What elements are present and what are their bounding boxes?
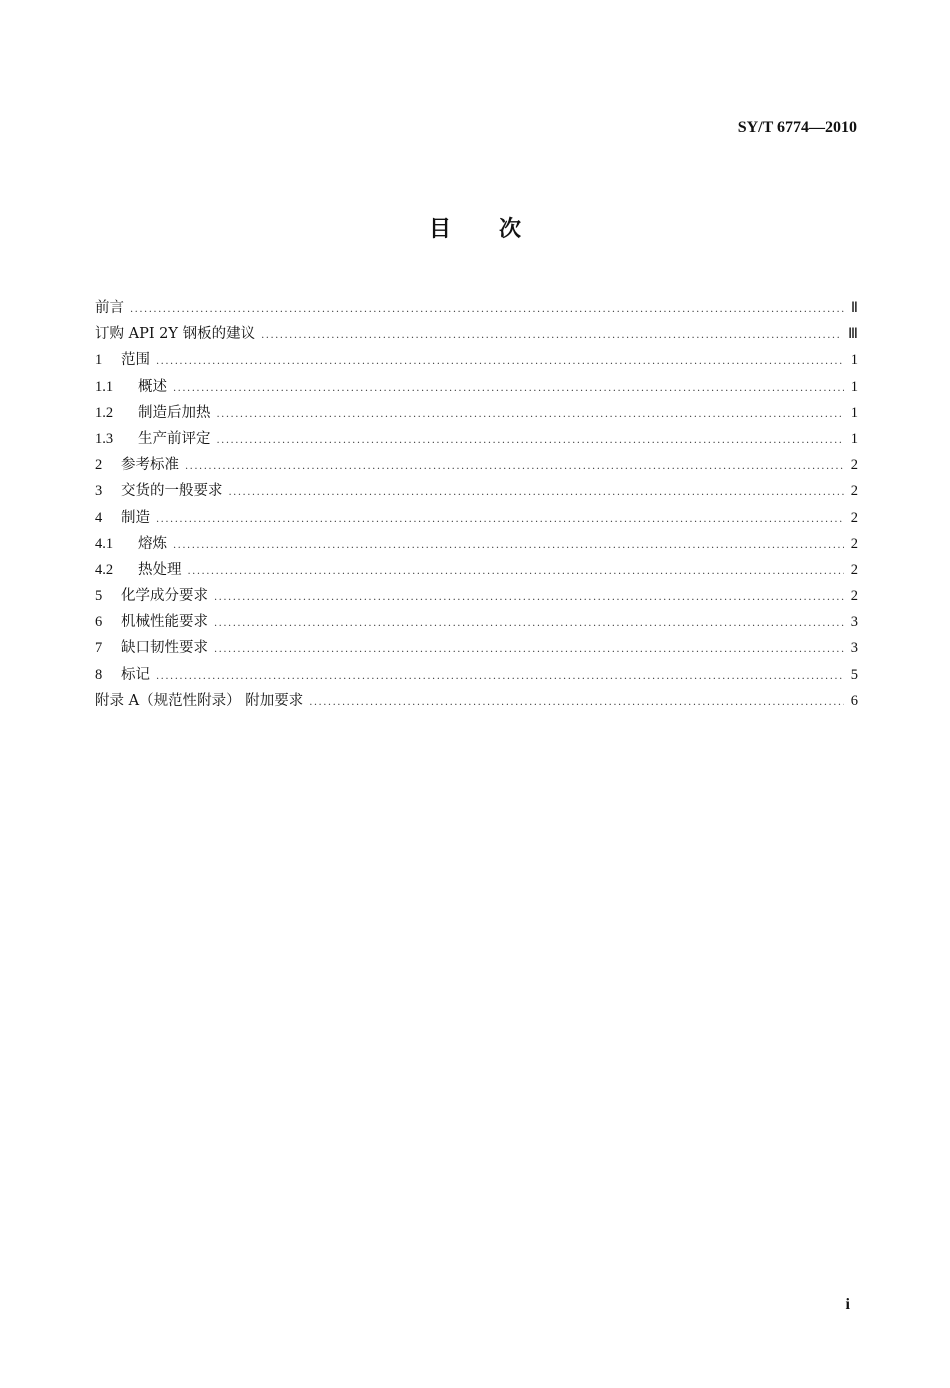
toc-entry-label: 机械性能要求 xyxy=(121,614,208,631)
toc-entry-number: 7 xyxy=(95,640,103,657)
toc-entry-page: 5 xyxy=(850,666,858,683)
toc-entry-page: 2 xyxy=(850,535,858,552)
dot-leader xyxy=(156,671,844,682)
dot-leader xyxy=(229,487,845,498)
toc-entry-page: 2 xyxy=(850,457,858,474)
toc-entry[interactable] xyxy=(95,532,858,558)
toc-entry-page: 1 xyxy=(850,352,858,369)
toc-entry-page: 1 xyxy=(850,430,858,447)
toc-entry-label: 熔炼 xyxy=(138,535,167,552)
toc-entry-number: 5 xyxy=(95,588,103,605)
page-title: 目次 xyxy=(428,217,569,242)
toc-entry[interactable] xyxy=(95,348,858,374)
dot-leader xyxy=(156,356,844,367)
toc-entry-page: 2 xyxy=(850,483,858,500)
toc-entry-page: 2 xyxy=(850,561,858,578)
toc-entry-page: 1 xyxy=(850,378,858,395)
toc-entry-number: 3 xyxy=(95,483,103,500)
table-of-contents xyxy=(95,296,858,715)
toc-entry-page: 3 xyxy=(850,614,858,631)
page-number: i xyxy=(845,1296,850,1313)
toc-entry[interactable] xyxy=(95,584,858,610)
toc-entry-number: 6 xyxy=(95,614,103,631)
toc-entry-page: 1 xyxy=(850,404,858,421)
toc-entry-number: 1.2 xyxy=(95,404,114,421)
dot-leader xyxy=(156,514,844,525)
toc-entry[interactable] xyxy=(95,610,858,636)
toc-entry-number: 1.3 xyxy=(95,430,114,447)
toc-entry[interactable] xyxy=(95,296,858,322)
toc-entry-page: 6 xyxy=(850,692,858,709)
toc-entry-label: 概述 xyxy=(138,378,167,395)
toc-entry[interactable] xyxy=(95,663,858,689)
dot-leader xyxy=(214,644,844,655)
toc-entry[interactable] xyxy=(95,479,858,505)
standard-number: SY/T 6774—2010 xyxy=(737,119,857,136)
toc-entry-page: Ⅲ xyxy=(848,326,858,343)
dot-leader xyxy=(214,592,844,603)
toc-entry-number: 1.1 xyxy=(95,378,114,395)
toc-entry[interactable] xyxy=(95,427,858,453)
dot-leader xyxy=(214,618,844,629)
toc-entry[interactable] xyxy=(95,636,858,662)
toc-entry-number: 4 xyxy=(95,509,103,526)
toc-entry[interactable] xyxy=(95,453,858,479)
toc-entry-label: 生产前评定 xyxy=(138,430,211,447)
toc-entry-label: 制造 xyxy=(121,509,150,526)
dot-leader xyxy=(261,330,842,341)
toc-entry[interactable] xyxy=(95,322,858,348)
toc-entry-number: 4.1 xyxy=(95,535,114,552)
toc-entry-label: 附录 A（规范性附录） 附加要求 xyxy=(95,692,304,709)
dot-leader xyxy=(217,435,845,446)
dot-leader xyxy=(130,304,844,315)
dot-leader xyxy=(309,697,844,708)
toc-entry-number: 2 xyxy=(95,457,103,474)
toc-entry-number: 1 xyxy=(95,352,103,369)
toc-entry-page: 2 xyxy=(850,509,858,526)
toc-entry[interactable] xyxy=(95,689,858,715)
toc-entry-label: 参考标准 xyxy=(121,457,179,474)
toc-entry[interactable] xyxy=(95,506,858,532)
toc-entry-label: 热处理 xyxy=(138,561,182,578)
toc-entry-label: 制造后加热 xyxy=(138,404,211,421)
toc-entry-label: 交货的一般要求 xyxy=(121,483,223,500)
dot-leader xyxy=(173,540,844,551)
toc-entry-label: 范围 xyxy=(121,352,150,369)
dot-leader xyxy=(173,383,844,394)
toc-entry-label: 化学成分要求 xyxy=(121,588,208,605)
toc-entry-label: 前言 xyxy=(95,300,124,316)
toc-entry-label: 缺口韧性要求 xyxy=(121,640,208,657)
toc-entry-label: 订购 API 2Y 钢板的建议 xyxy=(95,326,256,343)
dot-leader xyxy=(185,461,844,472)
toc-entry-page: 2 xyxy=(850,588,858,605)
toc-entry-number: 8 xyxy=(95,666,103,683)
dot-leader xyxy=(217,409,845,420)
toc-entry[interactable] xyxy=(95,401,858,427)
toc-entry[interactable] xyxy=(95,375,858,401)
toc-entry-page: 3 xyxy=(850,640,858,657)
toc-entry-number: 4.2 xyxy=(95,561,114,578)
dot-leader xyxy=(188,566,845,577)
toc-entry-label: 标记 xyxy=(121,666,150,683)
toc-entry-page: Ⅱ xyxy=(850,300,858,316)
toc-entry[interactable] xyxy=(95,558,858,584)
